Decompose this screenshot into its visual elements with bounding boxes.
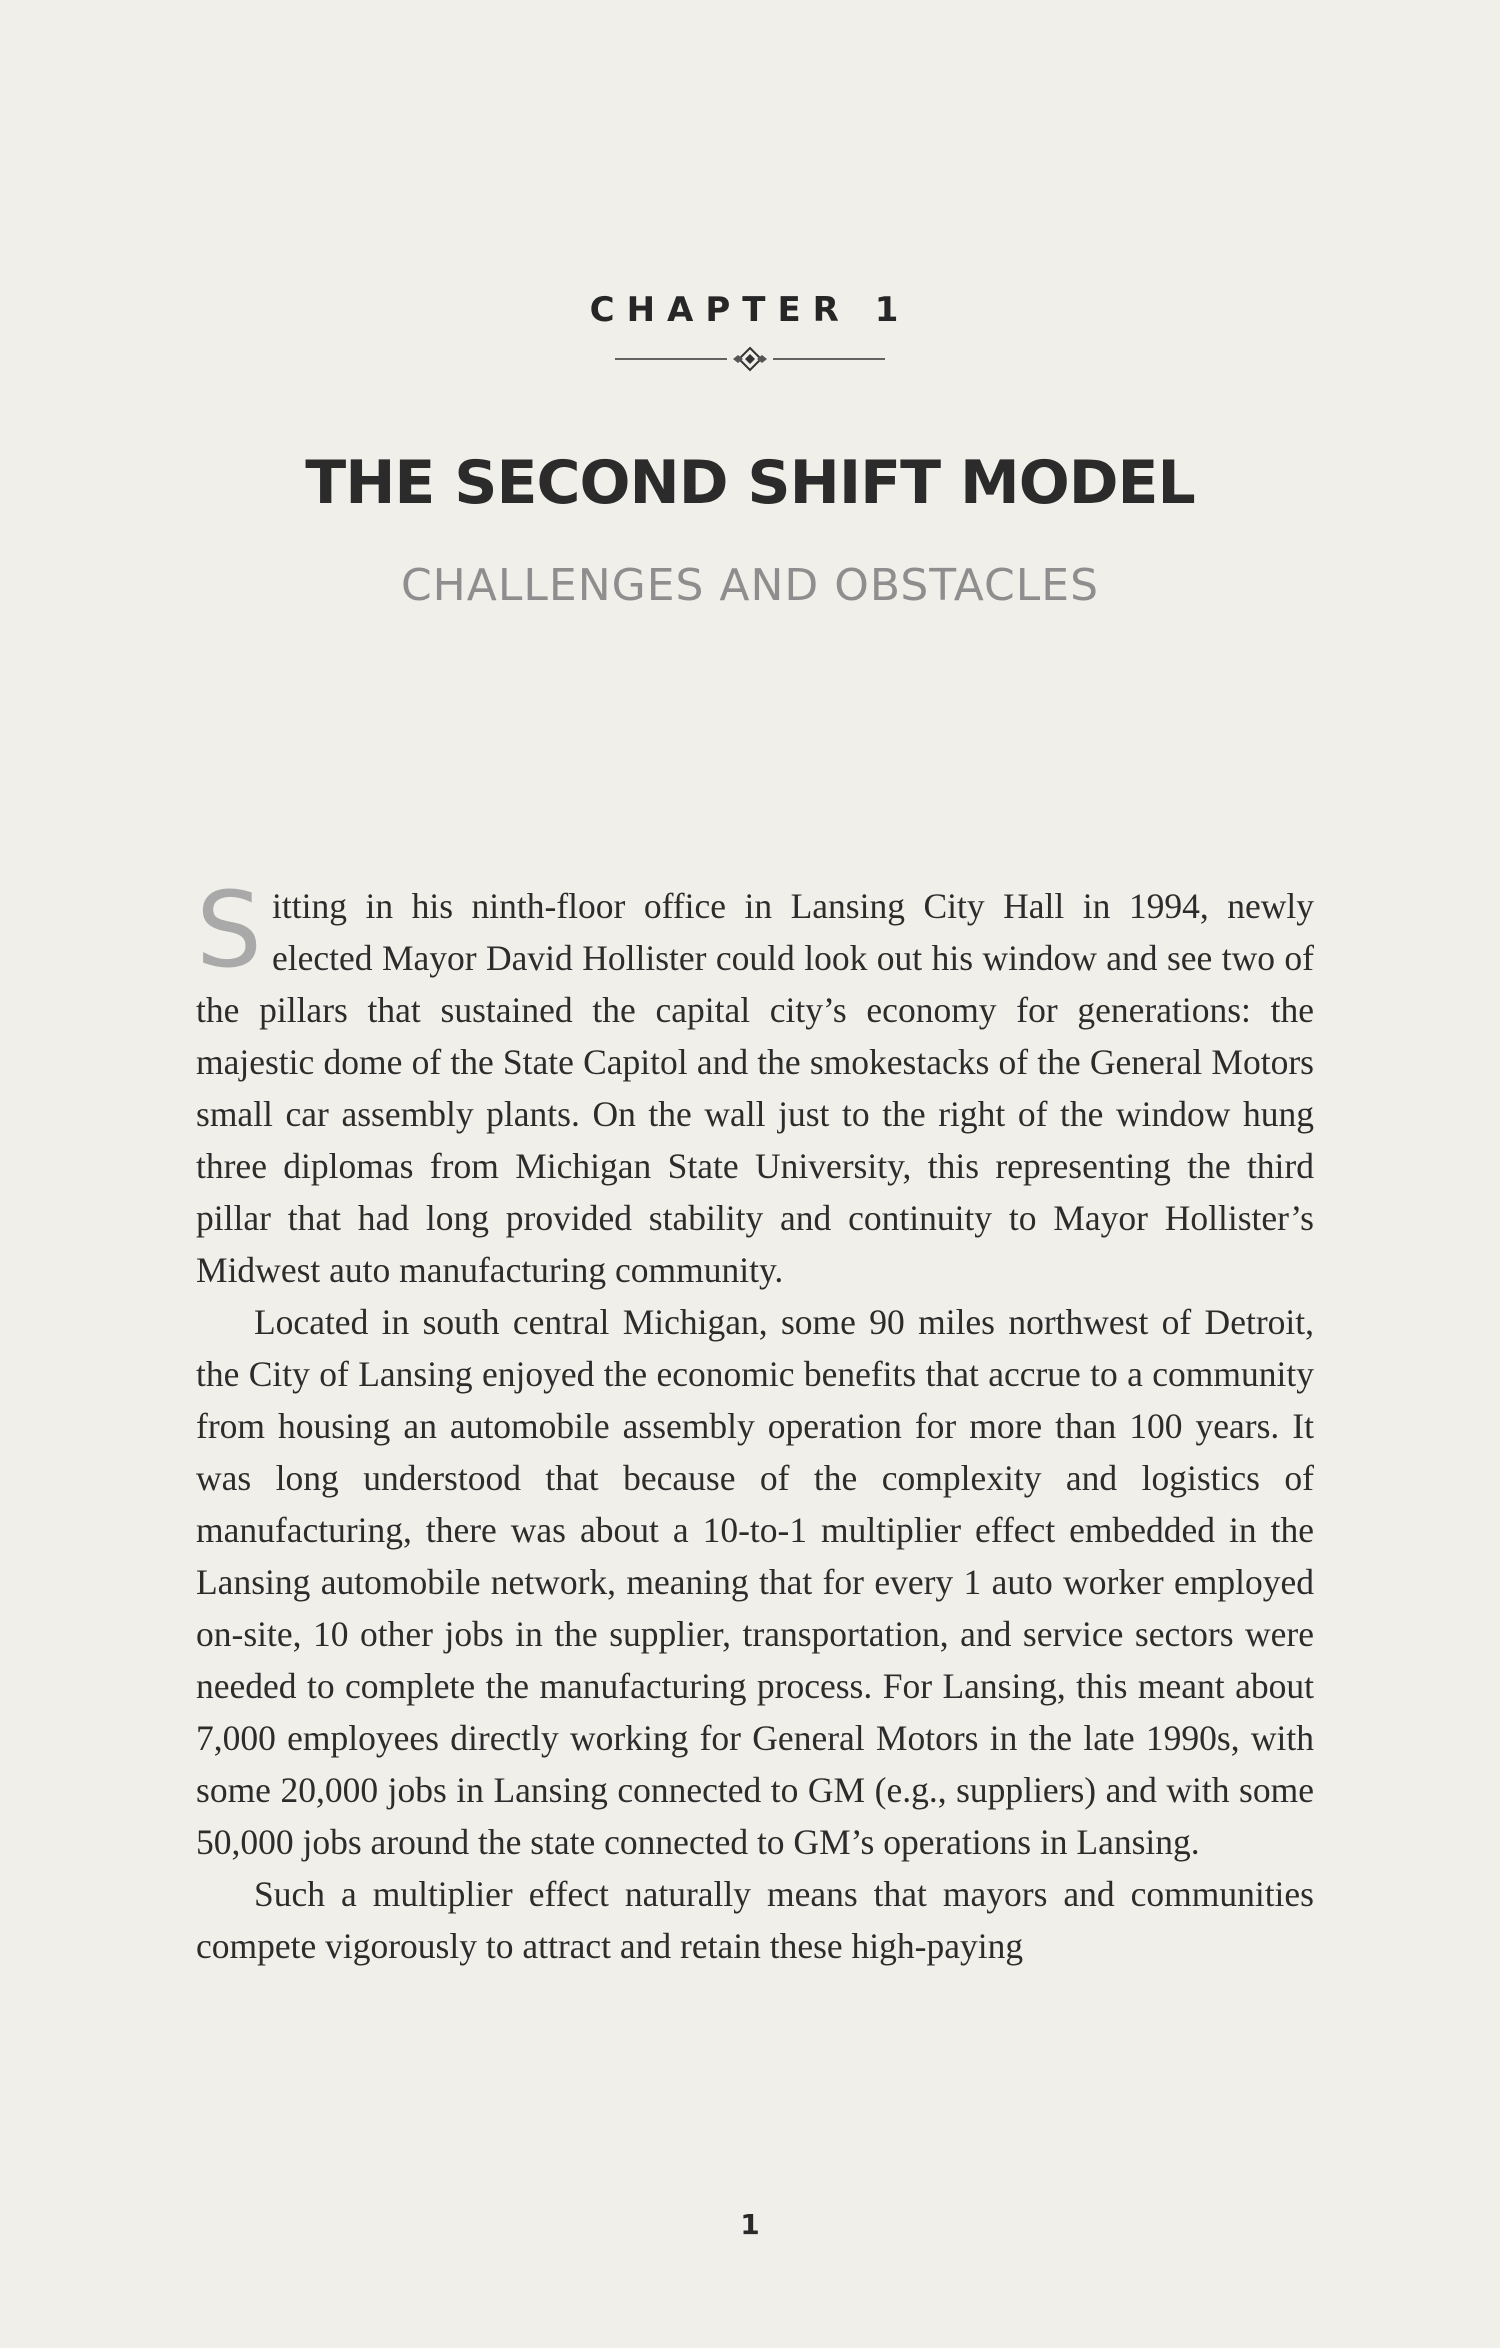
paragraph-3: Such a multiplier effect naturally means that mayors and communities compete vigorously to attract and retain these high-paying — [196, 1874, 1314, 1966]
drop-cap: S — [196, 869, 263, 991]
chapter-subtitle: CHALLENGES AND OBSTACLES — [400, 560, 1100, 611]
page-number: 1 — [740, 2208, 760, 2241]
diamond-flourish-icon — [615, 344, 885, 374]
chapter-label: CHAPTER 1 — [589, 290, 911, 330]
body-text — [196, 869, 1314, 1972]
paragraph-1-text: itting in his ninth-floor office in Lansing City Hall in 1994, newly elected Mayor David Hollister could look out his window and see two of the pillars that sustained the capital city’s economy for generations: the majestic dome of the State Capitol and the smokestacks of the General Motors small car assembly plants. On the wall just to the right of the window hung three diplomas from Michigan State University, this representing the third pillar that had long provided stability and continuity to Mayor Hollister’s Midwest auto manufacturing community. — [196, 886, 1314, 1290]
paragraph-1 — [196, 869, 1314, 1296]
paragraph-2: Located in south central Michigan, some 90 miles northwest of Detroit, the City of Lansing enjoyed the economic benefits that accrue to a community from housing an automobile assembly operation for more than 100 years. It was long understood that because of the complexity and logistics of manufacturing, there was about a 10-to-1 multiplier effect embedded in the Lansing automobile network, meaning that for every 1 auto worker employed on-site, 10 other jobs in the supplier, transportation, and service sectors were needed to complete the manufacturing process. For Lansing, this meant about 7,000 employees directly working for General Motors in the late 1990s, with some 20,000 jobs in Lansing connected to GM (e.g., suppliers) and with some 50,000 jobs around the state connected to GM’s operations in Lansing. — [196, 1302, 1314, 1862]
chapter-title: THE SECOND SHIFT MODEL — [305, 448, 1195, 518]
